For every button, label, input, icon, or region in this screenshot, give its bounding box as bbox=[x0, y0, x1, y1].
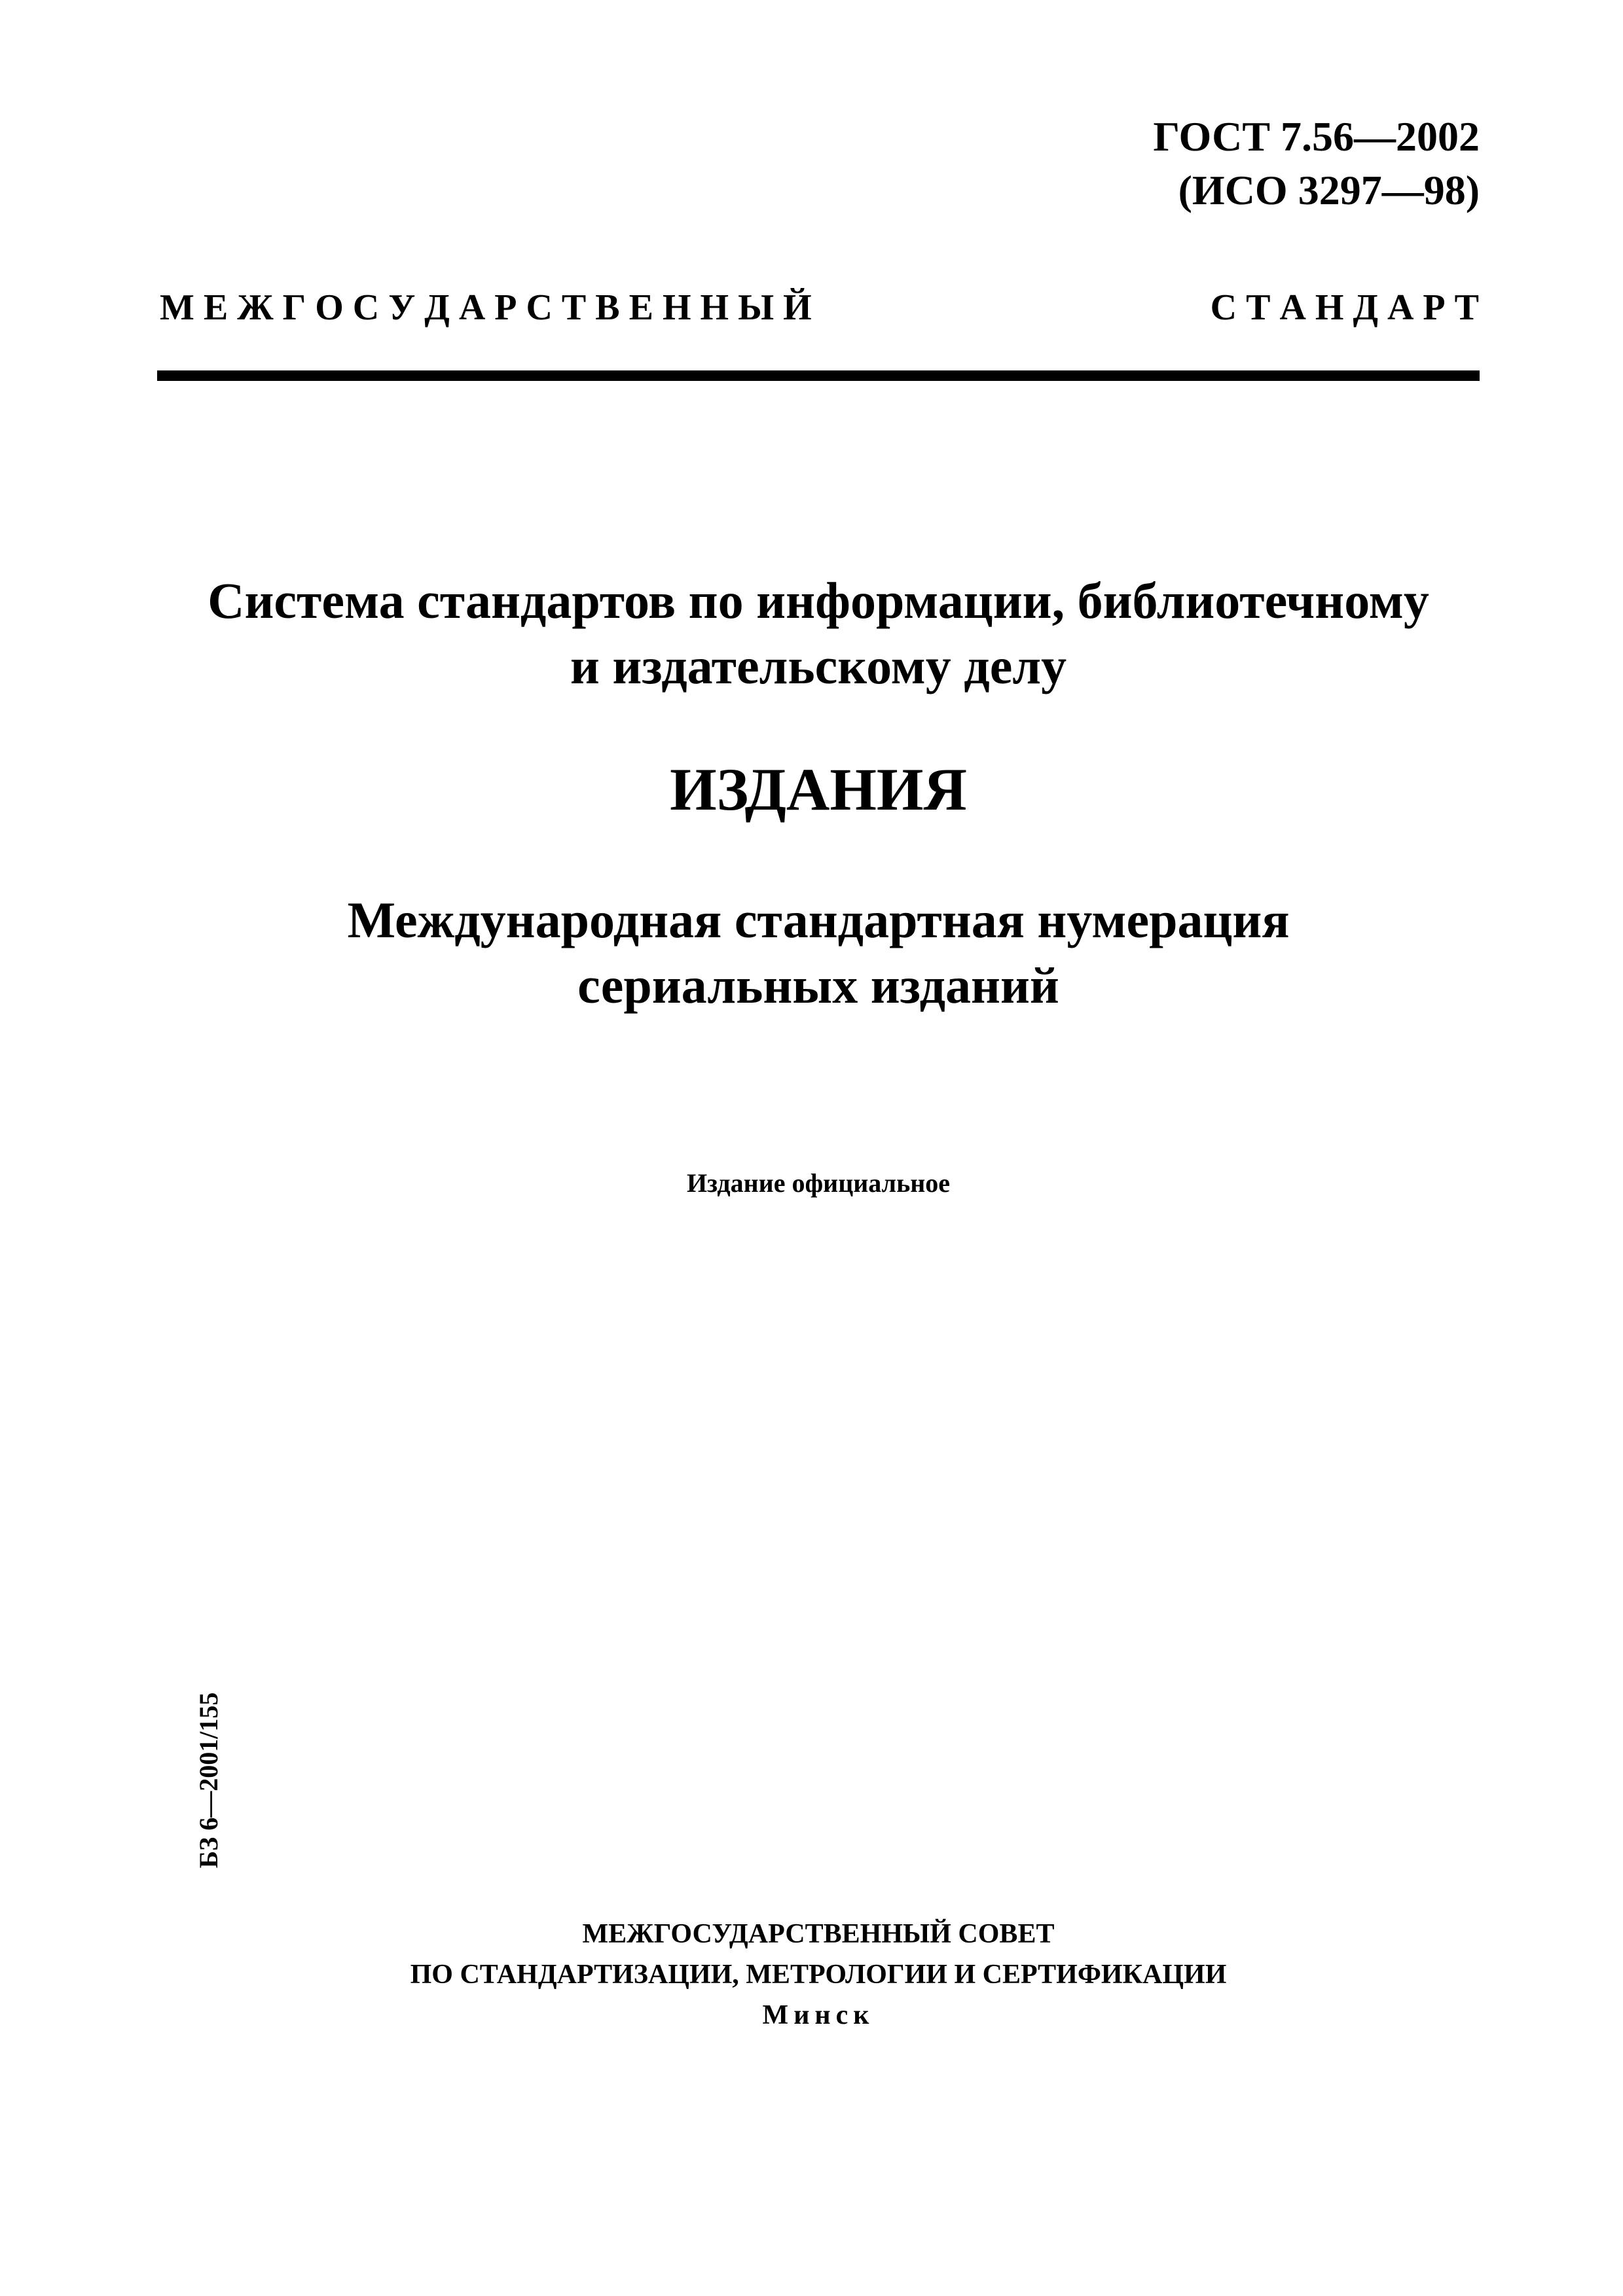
publisher-block bbox=[157, 1914, 1480, 2036]
series-title bbox=[157, 568, 1480, 699]
heading-divider bbox=[157, 370, 1480, 381]
iso-code: (ИСО 3297—98) bbox=[1178, 167, 1480, 213]
gost-code: ГОСТ 7.56—2002 bbox=[1153, 113, 1480, 160]
publisher-line-2: ПО СТАНДАРТИЗАЦИИ, МЕТРОЛОГИИ И СЕРТИФИКАЦИИ bbox=[410, 1960, 1227, 1990]
sub-title-line-1: Международная стандартная нумерация bbox=[347, 891, 1290, 948]
publisher-city: Минск bbox=[762, 2000, 875, 2030]
sub-title-line-2: сериальных изданий bbox=[577, 957, 1059, 1014]
publisher-line-1: МЕЖГОСУДАРСТВЕННЫЙ СОВЕТ bbox=[582, 1919, 1055, 1949]
side-code: БЗ 6—2001/155 bbox=[194, 1692, 223, 1869]
sub-title bbox=[157, 888, 1480, 1018]
series-title-line-1: Система стандартов по информации, библиотечному bbox=[208, 572, 1429, 629]
standard-type-word-interstate: М Е Ж Г О С У Д А Р С Т В Е Н Н Ы Й bbox=[160, 287, 812, 328]
standard-type-word-standard: С Т А Н Д А Р Т bbox=[1210, 287, 1479, 328]
edition-note: Издание официальное bbox=[686, 1168, 951, 1198]
series-title-line-2: и издательскому делу bbox=[570, 637, 1067, 694]
main-title: ИЗДАНИЯ bbox=[670, 756, 967, 823]
standard-type-heading bbox=[160, 281, 1479, 334]
standard-code-block bbox=[1153, 110, 1480, 217]
